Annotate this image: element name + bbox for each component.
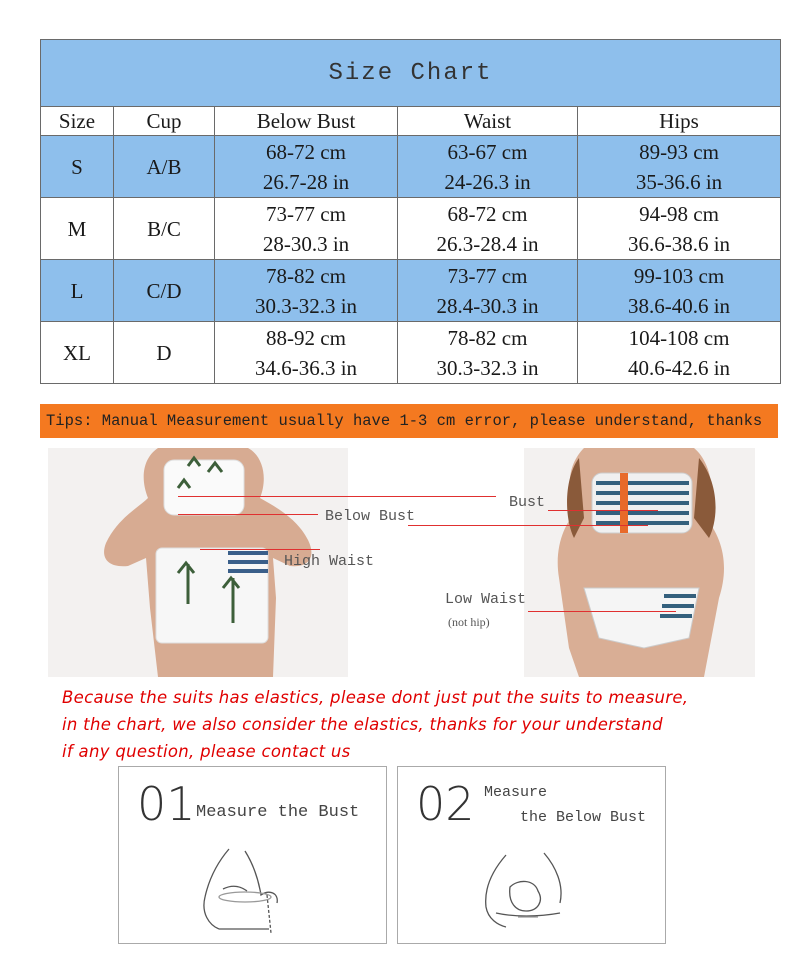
cell-cm: 68-72 cm	[447, 201, 528, 226]
size-chart-table	[40, 39, 781, 384]
cell-size: XL	[41, 322, 114, 384]
label-high-waist: High Waist	[284, 553, 375, 570]
cell-cm: 73-77 cm	[266, 201, 346, 226]
step-label: Measure the Bust	[196, 803, 360, 822]
below-bust-line-right	[408, 525, 648, 526]
note-line-1: Because the suits has elastics, please dont just put the suits to measure,	[62, 688, 689, 707]
cell-cm: 73-77 cm	[447, 263, 528, 288]
note-line-3: if any question, please contact us	[62, 742, 351, 761]
step-number: 02	[416, 777, 475, 831]
cell-size: S	[41, 136, 114, 198]
header-size: Size	[41, 107, 114, 136]
cell-hips	[578, 198, 781, 260]
cell-below-bust	[215, 198, 398, 260]
cell-cup: D	[114, 322, 215, 384]
note-line-2: in the chart, we also consider the elastics, thanks for your understand	[62, 715, 663, 734]
step-label-line-1: Measure	[484, 784, 548, 801]
header-waist: Waist	[398, 107, 578, 136]
cell-in: 26.3-28.4 in	[436, 231, 539, 256]
bust-line-right	[548, 510, 658, 511]
table-row	[41, 198, 781, 260]
cell-cup: A/B	[114, 136, 215, 198]
cell-below-bust	[215, 322, 398, 384]
header-hips: Hips	[578, 107, 781, 136]
cell-cm: 104-108 cm	[628, 325, 730, 350]
cell-waist	[398, 260, 578, 322]
cell-waist	[398, 136, 578, 198]
cell-cm: 88-92 cm	[266, 325, 346, 350]
cell-cm: 89-93 cm	[639, 139, 719, 164]
cell-in: 24-26.3 in	[444, 169, 531, 194]
label-bust: Bust	[509, 494, 546, 511]
low-waist-line	[528, 611, 676, 612]
below-bust-line-left	[178, 514, 318, 515]
cell-hips	[578, 136, 781, 198]
tips-banner: Tips: Manual Measurement usually have 1-3 cm error, please understand, thanks	[40, 404, 778, 438]
cell-in: 26.7-28 in	[262, 169, 350, 194]
cell-cup: B/C	[114, 198, 215, 260]
table-row	[41, 322, 781, 384]
high-waist-line	[200, 549, 320, 550]
table-header-row	[41, 107, 781, 136]
header-cup: Cup	[114, 107, 215, 136]
table-row	[41, 260, 781, 322]
label-not-hip: (not hip)	[448, 615, 490, 629]
cell-size: L	[41, 260, 114, 322]
cell-cm: 94-98 cm	[639, 201, 719, 226]
cell-below-bust	[215, 260, 398, 322]
cell-cm: 78-82 cm	[266, 263, 346, 288]
cell-in: 35-36.6 in	[635, 169, 723, 194]
cell-cm: 68-72 cm	[266, 139, 346, 164]
step-card-2	[397, 766, 666, 944]
model-figure-illustration	[524, 448, 755, 677]
cell-below-bust	[215, 136, 398, 198]
model-photo-front-low-waist	[524, 448, 755, 677]
cell-hips	[578, 260, 781, 322]
cell-in: 28-30.3 in	[262, 231, 350, 256]
table-row	[41, 136, 781, 198]
cell-waist	[398, 322, 578, 384]
cell-in: 28.4-30.3 in	[436, 293, 539, 318]
bust-measure-sketch	[119, 767, 388, 945]
label-below-bust: Below Bust	[325, 508, 416, 525]
cell-cm: 99-103 cm	[633, 263, 725, 288]
below-bust-measure-sketch	[398, 767, 667, 945]
cell-in: 36.6-38.6 in	[627, 231, 731, 256]
cell-hips	[578, 322, 781, 384]
cell-waist	[398, 198, 578, 260]
cell-in: 30.3-32.3 in	[436, 355, 539, 380]
cell-in: 38.6-40.6 in	[627, 293, 731, 318]
step-number: 01	[137, 777, 196, 831]
size-chart-title: Size Chart	[41, 40, 781, 107]
cell-in: 30.3-32.3 in	[254, 293, 358, 318]
step-card-1	[118, 766, 387, 944]
step-label-line-2: the Below Bust	[520, 809, 647, 826]
cell-in: 34.6-36.3 in	[254, 355, 358, 380]
bust-line-left	[178, 496, 496, 497]
cell-cm: 78-82 cm	[447, 325, 528, 350]
cell-in: 40.6-42.6 in	[627, 355, 731, 380]
cell-cup: C/D	[114, 260, 215, 322]
cell-size: M	[41, 198, 114, 260]
cell-cm: 63-67 cm	[447, 139, 528, 164]
header-below-bust: Below Bust	[215, 107, 398, 136]
label-low-waist: Low Waist	[445, 591, 527, 608]
